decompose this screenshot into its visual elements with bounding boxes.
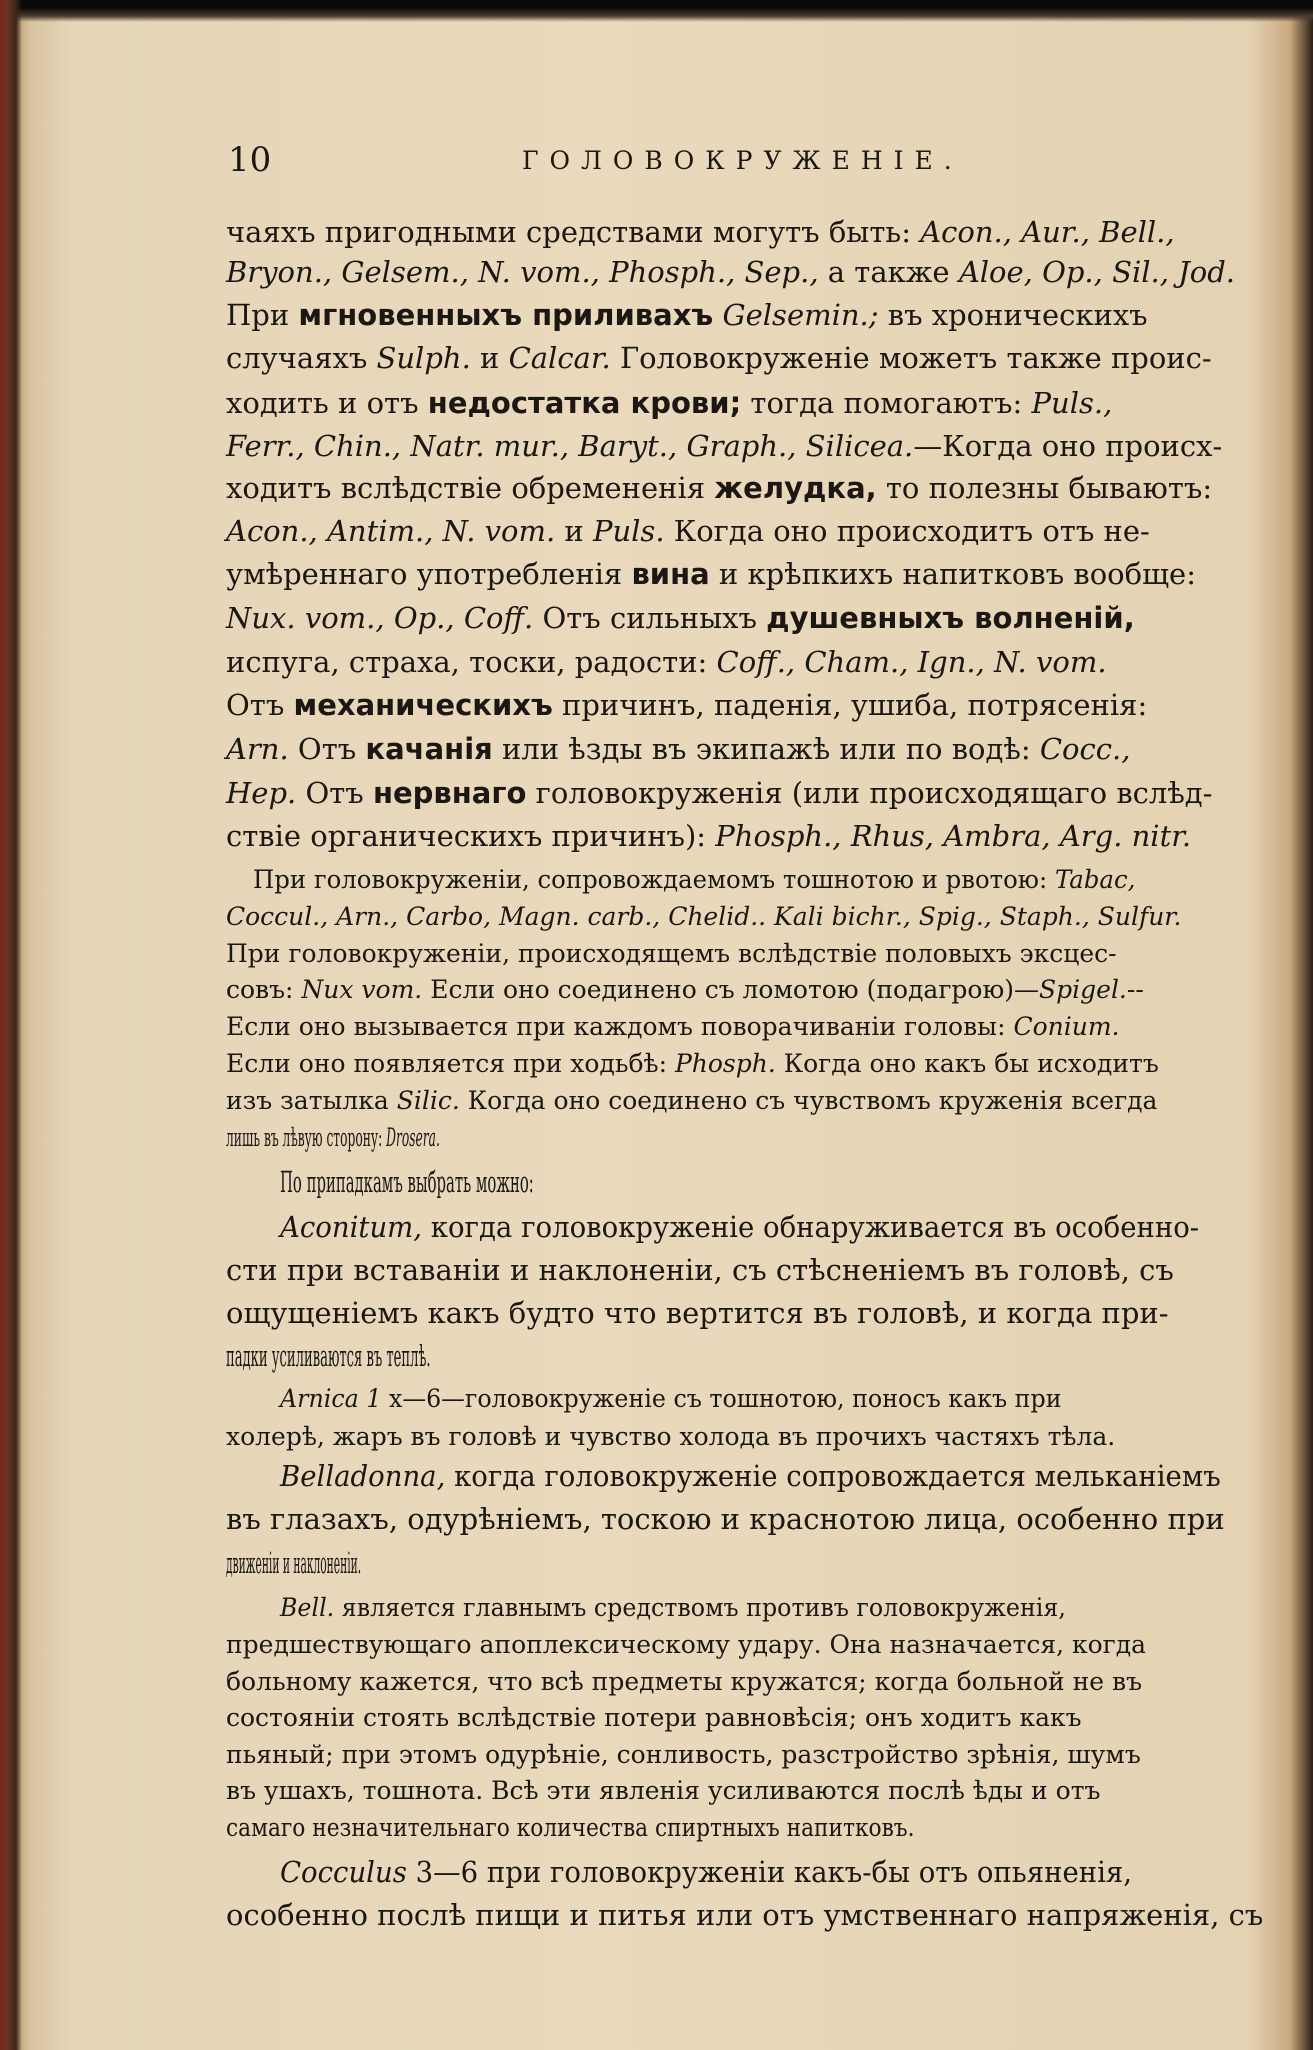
text-line — [280, 1381, 1286, 1417]
bold-text: мгновенныхъ приливахъ — [298, 298, 714, 332]
text-span: падки усиливаются въ теплѣ. — [226, 1339, 431, 1373]
text-span: и крѣпкихъ напитковъ вообще: — [709, 557, 1196, 591]
text-span: ощущеніемъ какъ будто что вертится въ головѣ, и когда при- — [226, 1296, 1169, 1330]
text-span: 3—6 при головокруженіи какъ-бы отъ опьяненія, — [406, 1855, 1133, 1889]
text-line — [280, 1207, 1286, 1247]
text-line — [226, 1046, 1286, 1082]
text-line — [226, 383, 1286, 423]
text-span: При — [226, 298, 299, 332]
italic-text: Nux. vom., Op., Coff. — [226, 601, 534, 635]
text-span: въ ушахъ, тошнота. Всѣ эти явленія усиливаются послѣ ѣды и отъ — [226, 1776, 1101, 1805]
text-line — [280, 1162, 822, 1202]
text-line — [226, 816, 1286, 856]
text-span: испуга, страха, тоски, радости: — [226, 645, 717, 679]
text-line — [226, 511, 1286, 551]
text-span: холерѣ, жаръ въ головѣ и чувство холода въ прочихъ частяхъ тѣла. — [226, 1422, 1116, 1451]
bold-text: душевныхъ волненій, — [766, 601, 1135, 635]
italic-text: Ferr., Chin., Natr. mur., Baryt., Graph., Silicea. — [226, 429, 914, 463]
text-span: Если оно вызывается при каждомъ поворачиваніи головы: — [226, 1012, 1014, 1041]
italic-text: Phosph., Rhus, Ambra, Arg. nitr. — [715, 819, 1192, 853]
text-span: то полезны бываютъ: — [876, 471, 1213, 505]
bold-text: механическихъ — [293, 688, 553, 722]
text-span: а также — [818, 255, 959, 289]
text-line — [226, 972, 1286, 1008]
italic-text: Acon., Antim., N. vom. — [226, 514, 556, 548]
text-span: въ хроническихъ — [878, 298, 1148, 332]
text-line — [226, 598, 1286, 638]
text-line — [226, 426, 1286, 466]
text-line — [226, 1009, 1286, 1045]
running-title: ГОЛОВОКРУЖЕНІЕ. — [522, 146, 963, 175]
italic-text: Sulph. — [376, 341, 471, 375]
text-span: состояніи стоять вслѣдствіе потери равновѣсія; онъ ходитъ какъ — [226, 1703, 1082, 1732]
text-span: ходить и отъ — [226, 386, 428, 420]
text-span: ходитъ вслѣдствіе обремененія — [226, 471, 715, 505]
text-line — [226, 1895, 1286, 1935]
text-span: ствіе органическихъ причинъ): — [226, 819, 716, 853]
bold-text: нервнаго — [372, 776, 527, 810]
text-line — [226, 212, 1286, 252]
text-span: Отъ — [296, 776, 373, 810]
text-span: совъ: — [226, 975, 302, 1004]
text-span: умѣреннаго употребленія — [226, 557, 632, 591]
text-span: При головокруженіи, сопровождаемомъ тошнотою и рвотою: — [253, 865, 1055, 894]
italic-text: Cocc., — [1039, 732, 1131, 766]
text-line — [226, 1627, 1286, 1663]
bold-text: вина — [631, 557, 710, 591]
text-span: —Когда оно происх- — [913, 429, 1223, 463]
text-span: причинъ, паденія, ушиба, потрясенія: — [552, 688, 1148, 722]
page-number: 10 — [228, 140, 272, 180]
italic-text: Gelsemin.; — [722, 298, 879, 332]
text-span: головокруженія (или происходящаго вслѣд- — [526, 776, 1213, 810]
text-span: и — [555, 514, 593, 548]
italic-text: Bell. — [280, 1593, 335, 1622]
italic-text: Silic. — [396, 1086, 460, 1115]
text-line — [226, 1419, 1286, 1455]
italic-text: Acon., Aur., Bell., — [920, 215, 1175, 249]
text-span: пьяный; при этомъ одурѣніе, сонливость, разстройство зрѣнія, шумъ — [226, 1740, 1141, 1769]
text-line — [226, 685, 1286, 725]
italic-text: Belladonna, — [280, 1459, 446, 1493]
text-line — [226, 295, 1286, 335]
text-span: Если оно соединено съ ломотою (подагрою)— — [422, 975, 1040, 1004]
text-span: когда головокруженіе обнаруживается въ особенно- — [422, 1210, 1200, 1244]
text-line — [226, 338, 1286, 378]
text-line — [226, 1499, 1286, 1539]
text-span: Отъ сильныхъ — [533, 601, 767, 635]
italic-text: Puls. — [592, 514, 665, 548]
text-span: Отъ — [226, 688, 294, 722]
text-line — [226, 899, 1286, 935]
italic-text: Arn. — [226, 732, 289, 766]
text-span: или ѣзды въ экипажѣ или по водѣ: — [492, 732, 1040, 766]
text-span: особенно послѣ пищи и питья или отъ умственнаго напряженія, съ — [226, 1898, 1264, 1932]
text-span: изъ затылка — [226, 1086, 397, 1115]
text-span: тогда помогаютъ: — [741, 386, 1032, 420]
text-line — [280, 1590, 1286, 1626]
italic-text: Calcar. — [508, 341, 611, 375]
text-line — [226, 1700, 1286, 1736]
text-span: При головокруженіи, происходящемъ вслѣдствіе половыхъ эксцес- — [226, 939, 1117, 968]
bold-text: желудка, — [714, 471, 877, 505]
text-span: больному кажется, что всѣ предметы кружатся; когда больной не въ — [226, 1667, 1142, 1696]
text-line — [226, 468, 1286, 508]
text-span: предшествующаго апоплексическому удару. Она назначается, когда — [226, 1630, 1147, 1659]
text-span: Когда оно происходитъ отъ не- — [664, 514, 1150, 548]
italic-text: Aconitum, — [280, 1210, 423, 1244]
italic-text: Conium. — [1013, 1012, 1120, 1041]
italic-text: Nux vom. — [301, 975, 423, 1004]
italic-text: Spigel. — [1039, 975, 1127, 1004]
text-line — [226, 729, 1286, 769]
text-line — [226, 1250, 1286, 1290]
text-span: когда головокруженіе сопровождается мельканіемъ — [445, 1459, 1221, 1493]
italic-text: Bryon., Gelsem., N. vom., Phosph., Sep., — [226, 255, 819, 289]
text-span: и — [470, 341, 509, 375]
italic-text: Hep. — [226, 776, 297, 810]
text-span: въ глазахъ, одурѣніемъ, тоскою и краснотою лица, особенно при — [226, 1502, 1225, 1536]
text-span: Отъ — [288, 732, 366, 766]
text-line — [226, 1293, 1286, 1333]
text-line — [226, 1336, 706, 1376]
page-text-block — [226, 0, 1286, 2050]
text-line — [226, 1773, 1286, 1809]
italic-text: Coccul., Arn., Carbo, Magn. carb., Chelid.. Kali bichr., Spig., Staph., Sulfur. — [226, 902, 1182, 931]
text-line — [226, 252, 1286, 292]
italic-text: Aloe, Op., Sil., Jod. — [958, 255, 1236, 289]
italic-text: Coff., Cham., Ign., N. vom. — [716, 645, 1107, 679]
text-line — [226, 554, 1286, 594]
text-span: движеніи и наклоненіи. — [226, 1546, 362, 1580]
italic-text: Drosera. — [386, 1123, 440, 1152]
text-span: Головокруженіе можетъ также проис- — [610, 341, 1212, 375]
italic-text: Arnica 1 — [280, 1384, 382, 1413]
italic-text: Puls., — [1031, 386, 1113, 420]
text-span: является главнымъ средствомъ противъ головокруженія, — [334, 1593, 1066, 1622]
text-span: -- — [1126, 975, 1144, 1004]
text-span: Когда оно какъ бы исходитъ — [775, 1049, 1159, 1078]
text-span: чаяхъ пригодными средствами могутъ быть: — [226, 215, 921, 249]
text-span: лишь въ лѣвую сторону: — [226, 1123, 387, 1152]
text-span: сти при вставаніи и наклоненіи, съ стѣсненіемъ въ головѣ, съ — [226, 1253, 1174, 1287]
book-spine-edge — [0, 0, 22, 2050]
text-line — [280, 1456, 1286, 1496]
text-line — [226, 1543, 616, 1583]
text-line — [226, 1083, 1286, 1119]
text-span: x—6—головокруженіе съ тошнотою, поносъ какъ при — [381, 1384, 1062, 1413]
text-span: Когда оно соединено съ чувствомъ круженія всегда — [459, 1086, 1158, 1115]
text-line — [226, 1664, 1286, 1700]
italic-text: Cocculus — [280, 1855, 407, 1889]
text-line — [226, 1810, 1146, 1846]
text-span: Если оно появляется при ходьбѣ: — [226, 1049, 675, 1078]
text-line — [226, 642, 1286, 682]
text-line — [226, 1737, 1286, 1773]
text-line — [226, 1120, 746, 1156]
bold-text: качанія — [365, 732, 493, 766]
running-header — [226, 140, 1286, 186]
italic-text: Phosph. — [674, 1049, 776, 1078]
text-span: самаго незначительнаго количества спиртныхъ напитковъ. — [226, 1813, 915, 1842]
text-span: По припадкамъ выбрать можно: — [280, 1165, 534, 1199]
text-line — [226, 773, 1286, 813]
text-line — [280, 1852, 1286, 1892]
text-span: случаяхъ — [226, 341, 377, 375]
text-line — [226, 936, 1286, 972]
bold-text: недостатка крови; — [427, 386, 742, 420]
italic-text: Tabac, — [1054, 865, 1136, 894]
text-line — [253, 862, 1286, 898]
